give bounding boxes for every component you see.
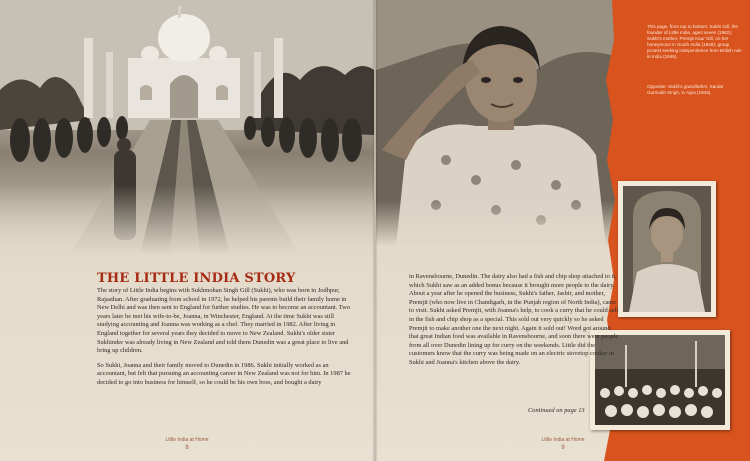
right-footer-label: Little India at Home [541,437,585,443]
right-page-number: 9 [561,445,565,451]
caption-this-page: This page, from top to bottom: Sukhi Gill, the founder of Little India, aged seven (1962); Sukhi's mother, Premjit Kaur Gill, on her honeymoon in South India (1948); group protest seeking independence from British rule in India (1946). [647,24,742,59]
story-title: THE LITTLE INDIA STORY [97,271,296,286]
premjit-portrait-photo [623,186,711,312]
story-paragraph: in Ravensbourne, Dunedin. The dairy also had a fish and chip shop attached to it, which Sukhi saw as an added bonus because it brought more people to the dairy. About a year after he opened the business, Sukhi's father, Jasbir, and mother, Premjit (who now live in Chandigarh, in the Punjab region of North India), came to visit. Sukhi asked Premjit, with Joanna's help, to cook a curry that he could sell in the fish and chip shop as a special. This sold out very quickly so he asked Premjit to make another one the next night. Again it sold out! Word got around that great Indian food was available in Ravensbourne, and soon there were people from all over Dunedin lining up for curry on the weekends. Little did the customers know that the curry was being made on an electric stovetop cooker in Sukhi and Joanna's kitchen above the dairy. [409,273,619,366]
photo-fade [376,201,626,246]
story-column-right [409,273,621,374]
page-gutter [372,0,378,461]
continued-note: Continued on page 13 [528,407,585,414]
story-column-left [97,287,355,394]
left-footer-label: Little India at Home [165,437,209,443]
left-page-number: 8 [185,445,189,451]
story-paragraph: So Sukhi, Joanna and their family moved to Dunedin in 1986. Sukhi initially worked as an accountant, but felt that pursuing an accounting career in New Zealand was not for him. In 1987 he decided to go into business for himself, so he could be his own boss, and bought a dairy [97,361,351,386]
portrait-illustration [623,186,711,312]
taj-mahal-photo [0,0,374,255]
premjit-portrait-frame [618,181,716,317]
caption-opposite: Opposite: Sukhi's grandfather, Sardar Gurmukh Singh, in Agra (1946). [647,84,724,95]
photo-fade [0,185,374,255]
story-paragraph: The story of Little India begins with Sukhmohan Singh Gill (Sukhi), who was born in Jodhpur, Rajasthan. After graduating from school in 1972, he helped his parents build their family home in New Delhi and was then sent to England for further studies. He was to become an accountant. Two years later he met his wife-to-be, Joanna, in Winchester, England. At the time Sukhi was still studying accounting and Joanna was working as a chef. They married in 1982. After living in England together for several years they decided to move to New Zealand. Sukhi's older sister Sukhinder was already living in New Zealand and told them Dunedin was a great place to live and bring up children. [97,287,351,355]
girl-saluting-photo [376,0,626,246]
